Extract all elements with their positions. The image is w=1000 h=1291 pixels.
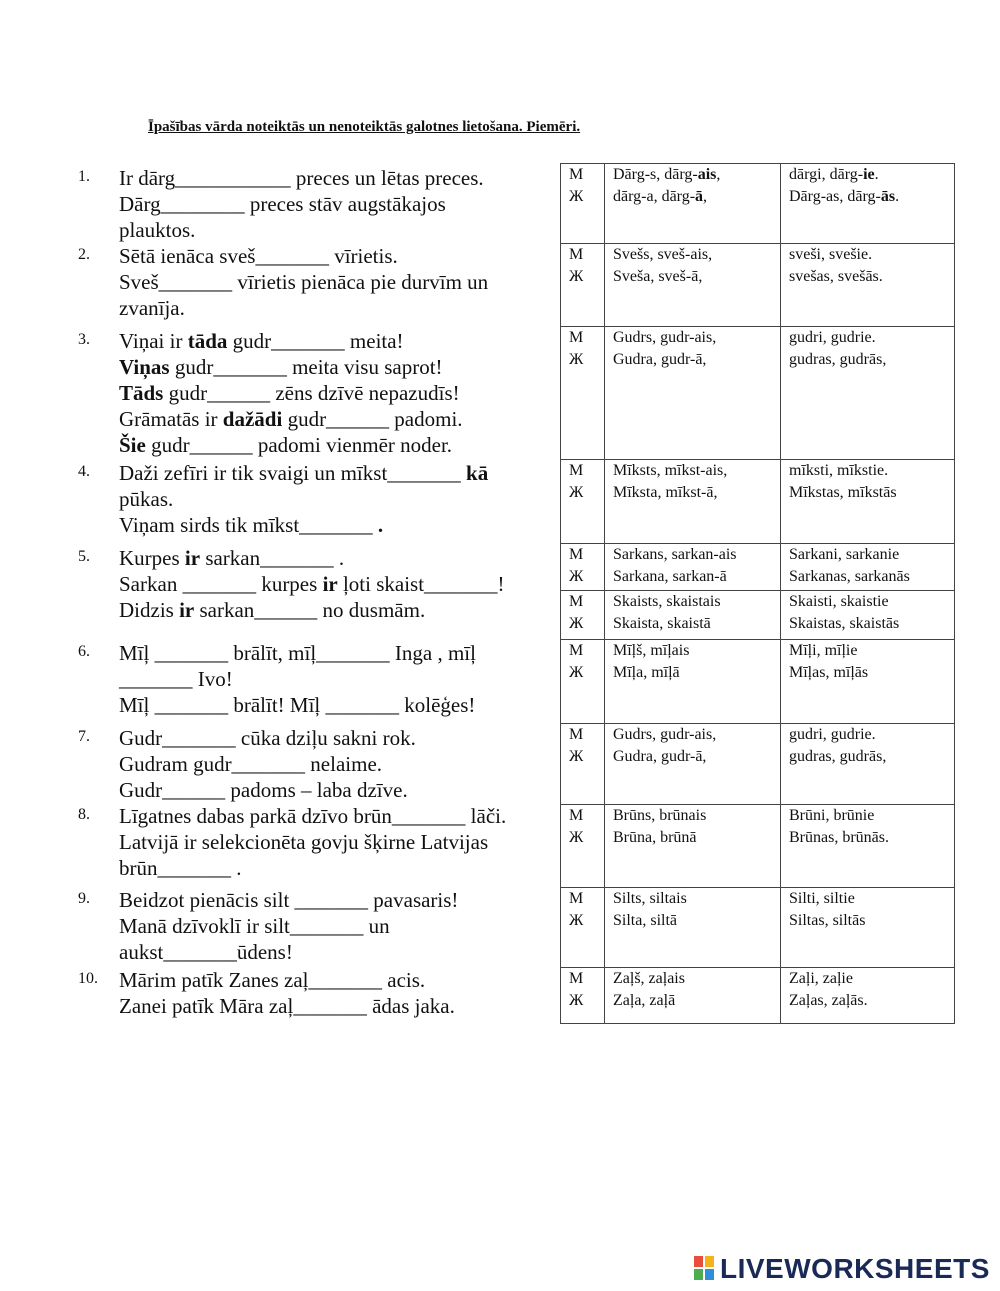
text-run: Didzis (119, 598, 180, 622)
singular-forms-cell (605, 244, 781, 326)
bold-text: . (377, 513, 384, 537)
text-run: Mīksta, mīkst-ā, (613, 484, 718, 501)
text-run: Sarkani, sarkanie (789, 546, 900, 563)
text-run: Sarkan _______ kurpes (119, 572, 323, 596)
text-run: Gudr_______ cūka dziļu sakni rok. (119, 726, 416, 750)
singular-forms-cell (605, 968, 781, 1023)
gender-cell (561, 460, 605, 543)
exercise-sentence (119, 328, 548, 354)
gender-label: М (569, 807, 584, 824)
text-run: Manā dzīvoklī ir silt_______ un (119, 914, 390, 938)
text-run: ļoti skaist_______! (337, 572, 505, 596)
plural-form (789, 990, 956, 1012)
text-run: Sarkana, sarkan-ā (613, 568, 727, 585)
bold-text: ās (880, 188, 896, 205)
ending-table-row (560, 543, 955, 591)
text-run: Siltas, siltās (789, 912, 866, 929)
singular-form (613, 613, 780, 635)
text-run: Silti, siltie (789, 890, 855, 907)
singular-form (613, 186, 780, 208)
exercise-sentence (119, 217, 548, 243)
plural-forms-cell (781, 164, 956, 243)
gender-label: Ж (569, 568, 584, 585)
text-run: Kurpes (119, 546, 185, 570)
plural-form (789, 460, 956, 482)
exercise-item (78, 328, 548, 458)
text-run: Mīļ _______ brālīt, mīļ_______ Inga , mīļ (119, 641, 476, 665)
singular-form (613, 460, 780, 482)
text-run: aukst_______ūdens! (119, 940, 293, 964)
text-run: Gudrs, gudr-ais, (613, 329, 717, 346)
exercise-sentence (119, 295, 548, 321)
singular-form (613, 591, 780, 613)
text-run: brūn_______ . (119, 856, 242, 880)
gender-label: М (569, 593, 584, 610)
gender-label: М (569, 642, 584, 659)
ending-table-row (560, 804, 955, 888)
singular-form (613, 544, 780, 566)
text-run: Brūns, brūnais (613, 807, 707, 824)
exercise-sentence (119, 993, 548, 1019)
text-run: , (716, 166, 721, 183)
exercise-sentence (119, 191, 548, 217)
bold-text: ais (697, 166, 717, 183)
gender-label: М (569, 329, 584, 346)
exercise-sentence (119, 354, 548, 380)
exercise-sentence (119, 571, 548, 597)
gender-cell (561, 544, 605, 590)
plural-forms-cell (781, 591, 956, 639)
plural-form (789, 544, 956, 566)
exercise-sentence (119, 165, 548, 191)
singular-form (613, 327, 780, 349)
text-run: gudr______ zēns dzīvē nepazudīs! (163, 381, 460, 405)
plural-form (789, 805, 956, 827)
singular-form (613, 805, 780, 827)
text-run: Mārim patīk Zanes zaļ_______ acis. (119, 968, 426, 992)
text-run: zvanīja. (119, 296, 185, 320)
text-run: Viņai ir (119, 329, 188, 353)
plural-forms-cell (781, 724, 956, 804)
exercise-number: 3. (78, 331, 90, 348)
singular-form (613, 827, 780, 849)
plural-form (789, 327, 956, 349)
page-title: Īpašības vārda noteiktās un nenoteiktās galotnes lietošana. Piemēri. (148, 119, 581, 135)
gender-label: Ж (569, 664, 584, 681)
bold-text: Tāds (119, 381, 164, 405)
text-run: Silts, siltais (613, 890, 687, 907)
text-run: sarkan______ no dusmām. (194, 598, 426, 622)
plural-forms-cell (781, 968, 956, 1023)
plural-form (789, 827, 956, 849)
text-run: Dārg-as, dārg- (789, 188, 881, 205)
plural-form (789, 968, 956, 990)
gender-label: Ж (569, 484, 584, 501)
gender-label: М (569, 246, 584, 263)
plural-forms-cell (781, 327, 956, 459)
text-run: Skaistas, skaistās (789, 615, 900, 632)
text-run: Svešs, sveš-ais, (613, 246, 713, 263)
gender-label: Ж (569, 351, 584, 368)
bold-text: Šie (119, 433, 146, 457)
exercise-sentence (119, 432, 548, 458)
plural-form (789, 613, 956, 635)
text-run: . (874, 166, 879, 183)
text-run: Silta, siltā (613, 912, 677, 929)
liveworksheets-logo-icon (694, 1256, 716, 1282)
text-run: plauktos. (119, 218, 196, 242)
gender-cell (561, 327, 605, 459)
exercise-item (78, 640, 548, 718)
singular-forms-cell (605, 640, 781, 723)
bold-text: ie (863, 166, 875, 183)
text-run: , (703, 188, 708, 205)
text-run: Mīļas, mīļās (789, 664, 869, 681)
gender-cell (561, 724, 605, 804)
exercise-sentence (119, 967, 548, 993)
plural-form (789, 164, 956, 186)
plural-form (789, 888, 956, 910)
singular-forms-cell (605, 805, 781, 887)
exercise-item (78, 887, 548, 965)
ending-table-row (560, 163, 955, 244)
gender-label: Ж (569, 615, 584, 632)
text-run: gudr______ padomi vienmēr noder. (145, 433, 453, 457)
text-run: Zaļa, zaļā (613, 992, 676, 1009)
exercise-number: 2. (78, 246, 90, 263)
text-run: Brūna, brūnā (613, 829, 697, 846)
gender-label: Ж (569, 748, 584, 765)
exercise-item (78, 243, 548, 321)
text-run: Brūni, brūnie (789, 807, 875, 824)
text-run: Beidzot pienācis silt _______ pavasaris! (119, 888, 459, 912)
text-run: Grāmatās ir (119, 407, 223, 431)
gender-label: Ж (569, 829, 584, 846)
exercise-sentence (119, 486, 548, 512)
text-run: Sveša, sveš-ā, (613, 268, 703, 285)
text-run: gudr______ padomi. (282, 407, 463, 431)
text-run: Viņam sirds tik mīkst_______ (119, 513, 378, 537)
text-run: Sētā ienāca sveš_______ vīrietis. (119, 244, 398, 268)
gender-label: Ж (569, 188, 584, 205)
bold-text: tāda (187, 329, 228, 353)
text-run: Sarkanas, sarkanās (789, 568, 910, 585)
text-run: Mīļi, mīļie (789, 642, 858, 659)
text-run: svešas, svešās. (789, 268, 883, 285)
singular-forms-cell (605, 591, 781, 639)
singular-form (613, 164, 780, 186)
text-run: . (895, 188, 900, 205)
exercise-sentence (119, 640, 548, 666)
exercise-number: 8. (78, 806, 90, 823)
plural-form (789, 662, 956, 684)
text-run: Mīkstas, mīkstās (789, 484, 897, 501)
text-run: Sarkans, sarkan-ais (613, 546, 737, 563)
exercise-item (78, 545, 548, 623)
exercise-sentence (119, 887, 548, 913)
plural-forms-cell (781, 244, 956, 326)
plural-form (789, 566, 956, 588)
text-run: sveši, svešie. (789, 246, 873, 263)
exercise-sentence (119, 545, 548, 571)
text-run: Skaisti, skaistie (789, 593, 889, 610)
text-run: Gudr______ padoms – laba dzīve. (119, 778, 408, 802)
text-run: gudr_______ meita! (227, 329, 404, 353)
plural-forms-cell (781, 805, 956, 887)
exercise-sentence (119, 406, 548, 432)
bold-text: ir (322, 572, 338, 596)
plural-form (789, 266, 956, 288)
gender-label: М (569, 462, 584, 479)
plural-form (789, 244, 956, 266)
exercise-sentence (119, 777, 548, 803)
ending-table-row (560, 723, 955, 805)
text-run: gudr_______ meita visu saprot! (169, 355, 443, 379)
text-run: sarkan_______ . (200, 546, 345, 570)
exercise-item (78, 803, 548, 881)
text-run: Gudram gudr_______ nelaime. (119, 752, 383, 776)
text-run: Mīļa, mīļā (613, 664, 680, 681)
plural-forms-cell (781, 888, 956, 967)
logo-text: LIVEWORKSHEETS (720, 1253, 990, 1284)
singular-form (613, 640, 780, 662)
gender-label: М (569, 546, 584, 563)
text-run: mīksti, mīkstie. (789, 462, 889, 479)
ending-table-row (560, 967, 955, 1024)
text-run: Mīksts, mīkst-ais, (613, 462, 728, 479)
gender-label: М (569, 970, 584, 987)
singular-form (613, 662, 780, 684)
text-run: Daži zefīri ir tik svaigi un mīkst_______ (119, 461, 467, 485)
exercise-number: 1. (78, 168, 90, 185)
text-run: Ir dārg___________ preces un lētas preces. (119, 166, 484, 190)
text-run: Gudrs, gudr-ais, (613, 726, 717, 743)
gender-label: М (569, 890, 584, 907)
ending-table-row (560, 639, 955, 724)
text-run: gudri, gudrie. (789, 726, 876, 743)
singular-form (613, 244, 780, 266)
exercise-sentence (119, 512, 548, 538)
singular-form (613, 482, 780, 504)
text-run: _______ Ivo! (119, 667, 233, 691)
text-run: dārgi, dārg- (789, 166, 864, 183)
bold-text: ir (184, 546, 201, 570)
text-run: gudri, gudrie. (789, 329, 876, 346)
text-run: Zaļi, zaļie (789, 970, 853, 987)
bold-text: kā (466, 461, 489, 485)
singular-forms-cell (605, 460, 781, 543)
gender-cell (561, 164, 605, 243)
text-run: Skaista, skaistā (613, 615, 711, 632)
singular-form (613, 888, 780, 910)
singular-forms-cell (605, 327, 781, 459)
liveworksheets-logo (694, 1252, 990, 1286)
exercise-number: 7. (78, 728, 90, 745)
exercise-sentence (119, 913, 548, 939)
plural-forms-cell (781, 460, 956, 543)
text-run: Zanei patīk Māra zaļ_______ ādas jaka. (119, 994, 455, 1018)
plural-form (789, 186, 956, 208)
text-run: Zaļš, zaļais (613, 970, 685, 987)
bold-text: ā (695, 188, 704, 205)
gender-cell (561, 888, 605, 967)
gender-label: М (569, 726, 584, 743)
text-run: Zaļas, zaļās. (789, 992, 868, 1009)
singular-form (613, 566, 780, 588)
exercise-sentence (119, 243, 548, 269)
plural-form (789, 746, 956, 768)
text-run: Mīļ _______ brālīt! Mīļ _______ kolēģes! (119, 693, 476, 717)
gender-cell (561, 805, 605, 887)
text-run: gudras, gudrās, (789, 748, 887, 765)
text-run: Brūnas, brūnās. (789, 829, 889, 846)
bold-text: dažādi (222, 407, 283, 431)
gender-label: Ж (569, 268, 584, 285)
text-run: Gudra, gudr-ā, (613, 748, 707, 765)
ending-table-row (560, 590, 955, 640)
text-run: Dārg________ preces stāv augstākajos (119, 192, 446, 216)
plural-forms-cell (781, 640, 956, 723)
exercise-sentence (119, 666, 548, 692)
text-run: pūkas. (119, 487, 174, 511)
singular-form (613, 724, 780, 746)
text-run: dārg-a, dārg- (613, 188, 696, 205)
ending-table-row (560, 243, 955, 327)
plural-forms-cell (781, 544, 956, 590)
bold-text: ir (179, 598, 195, 622)
exercise-sentence (119, 829, 548, 855)
exercise-item (78, 460, 548, 538)
ending-table-row (560, 326, 955, 460)
gender-label: Ж (569, 992, 584, 1009)
plural-form (789, 482, 956, 504)
bold-text: Viņas (119, 355, 170, 379)
exercise-number: 4. (78, 463, 90, 480)
exercise-number: 9. (78, 890, 90, 907)
singular-form (613, 349, 780, 371)
text-run: gudras, gudrās, (789, 351, 887, 368)
singular-form (613, 968, 780, 990)
gender-cell (561, 244, 605, 326)
ending-table-row (560, 459, 955, 544)
exercise-sentence (119, 460, 548, 486)
text-run: Sveš_______ vīrietis pienāca pie durvīm un (119, 270, 489, 294)
exercise-sentence (119, 803, 548, 829)
plural-form (789, 724, 956, 746)
exercise-sentence (119, 725, 548, 751)
text-run: Dārg-s, dārg- (613, 166, 698, 183)
exercise-item (78, 967, 548, 1019)
singular-forms-cell (605, 888, 781, 967)
text-run: Skaists, skaistais (613, 593, 721, 610)
gender-cell (561, 640, 605, 723)
exercise-number: 5. (78, 548, 90, 565)
plural-form (789, 349, 956, 371)
singular-forms-cell (605, 164, 781, 243)
exercise-sentence (119, 855, 548, 881)
exercise-number: 6. (78, 643, 90, 660)
exercise-sentence (119, 269, 548, 295)
gender-label: Ж (569, 912, 584, 929)
singular-form (613, 910, 780, 932)
exercise-sentence (119, 939, 548, 965)
plural-form (789, 640, 956, 662)
exercise-sentence (119, 597, 548, 623)
exercise-sentence (119, 751, 548, 777)
exercise-number: 10. (78, 970, 98, 987)
singular-forms-cell (605, 724, 781, 804)
plural-form (789, 591, 956, 613)
singular-forms-cell (605, 544, 781, 590)
exercise-item (78, 165, 548, 243)
singular-form (613, 990, 780, 1012)
exercise-sentence (119, 380, 548, 406)
gender-label: М (569, 166, 584, 183)
singular-form (613, 266, 780, 288)
text-run: Mīļš, mīļais (613, 642, 690, 659)
text-run: Līgatnes dabas parkā dzīvo brūn_______ lāči. (119, 804, 507, 828)
gender-cell (561, 591, 605, 639)
exercise-item (78, 725, 548, 803)
gender-cell (561, 968, 605, 1023)
exercise-sentence (119, 692, 548, 718)
plural-form (789, 910, 956, 932)
ending-table-row (560, 887, 955, 968)
singular-form (613, 746, 780, 768)
text-run: Gudra, gudr-ā, (613, 351, 707, 368)
text-run: Latvijā ir selekcionēta govju šķirne Latvijas (119, 830, 489, 854)
